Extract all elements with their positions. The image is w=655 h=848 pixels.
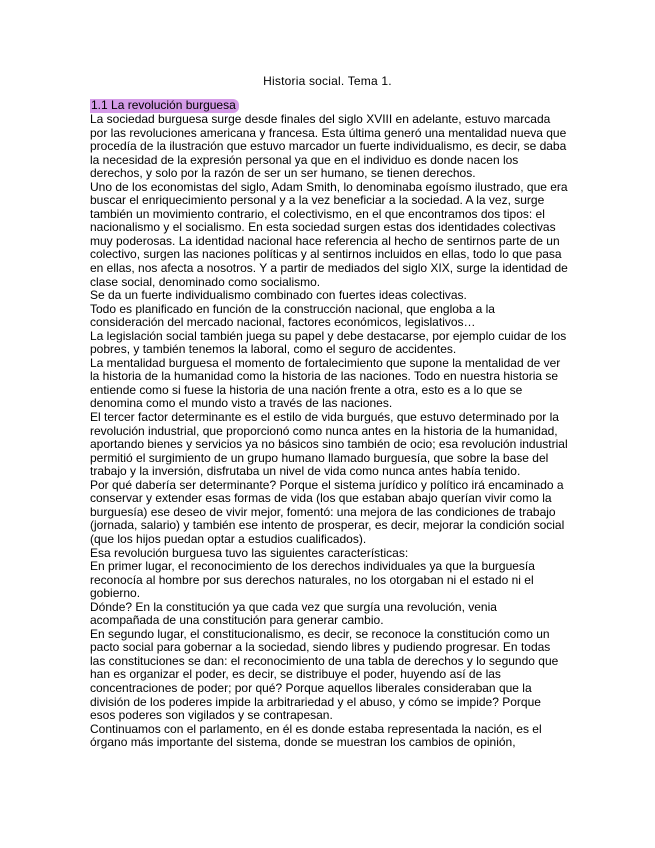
- paragraph: El tercer factor determinante es el estilo de vida burgués, que estuvo determinado por la revolución industrial, que proporcionó como nunca antes en la historia de la humanidad, aportando bienes y servicios ya no básicos sino también de ocio; esa revolución industrial permitió el surgimiento de un grupo humano llamado burguesía, que sobre la base del trabajo y la inversión, disfrutaba un nivel de vida como nunca antes había tenido.: [90, 410, 568, 479]
- paragraph: Uno de los economistas del siglo, Adam Smith, lo denominaba egoísmo ilustrado, que era buscar el enriquecimiento personal y a la vez beneficiar a la sociedad. A la vez, surge también un movimiento contrario, el colectivismo, en el que encontramos dos tipos: el nacionalismo y el socialismo. En esta sociedad surgen estas dos identidades colectivas muy poderosas. La identidad nacional hace referencia al hecho de sentirnos parte de un colectivo, surgen las naciones políticas y al sentirnos incluidos en ellas, todo lo que pasa en ellas, nos afecta a nosotros. Y a partir de mediados del siglo XIX, surge la identidad de clase social, denominado como socialismo.: [90, 179, 568, 289]
- paragraph: Continuamos con el parlamento, en él es donde estaba representada la nación, es el órgano más importante del sistema, donde se muestran los cambios de opinión,: [90, 721, 542, 750]
- paragraph: La legislación social también juega su papel y debe destacarse, por ejemplo cuidar de los pobres, y también tenemos la laboral, como el seguro de accidentes.: [90, 328, 567, 357]
- paragraph: La mentalidad burguesa el momento de fortalecimiento que supone la mentalidad de ver la historia de la humanidad como la historia de las naciones. Todo en nuestra historia se entiende como si fuese la historia de una nación frente a otra, esto es a lo que se denomina como el mundo visto a través de las naciones.: [90, 355, 561, 411]
- section-heading-line: [90, 99, 568, 113]
- paragraph: Por qué dabería ser determinante? Porque el sistema jurídico y político irá encaminado a conservar y extender esas formas de vida (los que estaban abajo querían vivir como la burguesía) ese deseo de vivir mejor, fomentó: una mejora de las condiciones de trabajo (jornada, salario) y también ese intento de prosperar, es decir, mejorar la condición social (que los hijos puedan optar a estudios cualificados).: [90, 477, 565, 546]
- document-body: [90, 99, 568, 750]
- paragraph: En primer lugar, el reconocimiento de los derechos individuales ya que la burguesía reconocía al hombre por sus derechos naturales, no los otorgaban ni el estado ni el gobierno.: [90, 559, 535, 601]
- paragraph: Dónde? En la constitución ya que cada vez que surgía una revolución, venia acompañada de una constitución para generar cambio.: [90, 599, 497, 628]
- document-title: Historia social. Tema 1.: [263, 74, 392, 88]
- paragraph: En segundo lugar, el constitucionalismo, es decir, se reconoce la constitución como un pacto social para gobernar a la sociedad, siendo libres y pudiendo progresar. En todas las constituciones se dan: el reconocimiento de una tabla de derechos y lo segundo que han es organizar el poder, es decir, se distribuye el poder, huyendo así de las concentraciones de poder; por qué? Porque aquellos liberales consideraban que la división de los poderes impide la arbitrariedad y el abuso, y cómo se impide? Porque esos poderes son vigilados y se contrapesan.: [90, 626, 559, 723]
- paragraph: Todo es planificado en función de la construcción nacional, que engloba a la consideración del mercado nacional, factores económicos, legislativos…: [90, 301, 495, 330]
- section-heading: 1.1 La revolución burguesa: [90, 99, 239, 113]
- paragraph: La sociedad burguesa surge desde finales del siglo XVIII en adelante, estuvo marcada por las revoluciones americana y francesa. Esta última generó una mentalidad nueva que procedía de la ilustración que estuvo marcador un fuerte individualismo, es decir, se daba la necesidad de la expresión personal ya que en el individuo es donde nacen los derechos, y solo por la razón de ser un ser humano, se tienen derechos.: [90, 112, 567, 181]
- paragraph: Se da un fuerte individualismo combinado con fuertes ideas colectivas.: [90, 288, 467, 303]
- paragraph: Esa revolución burguesa tuvo las siguientes características:: [90, 545, 409, 560]
